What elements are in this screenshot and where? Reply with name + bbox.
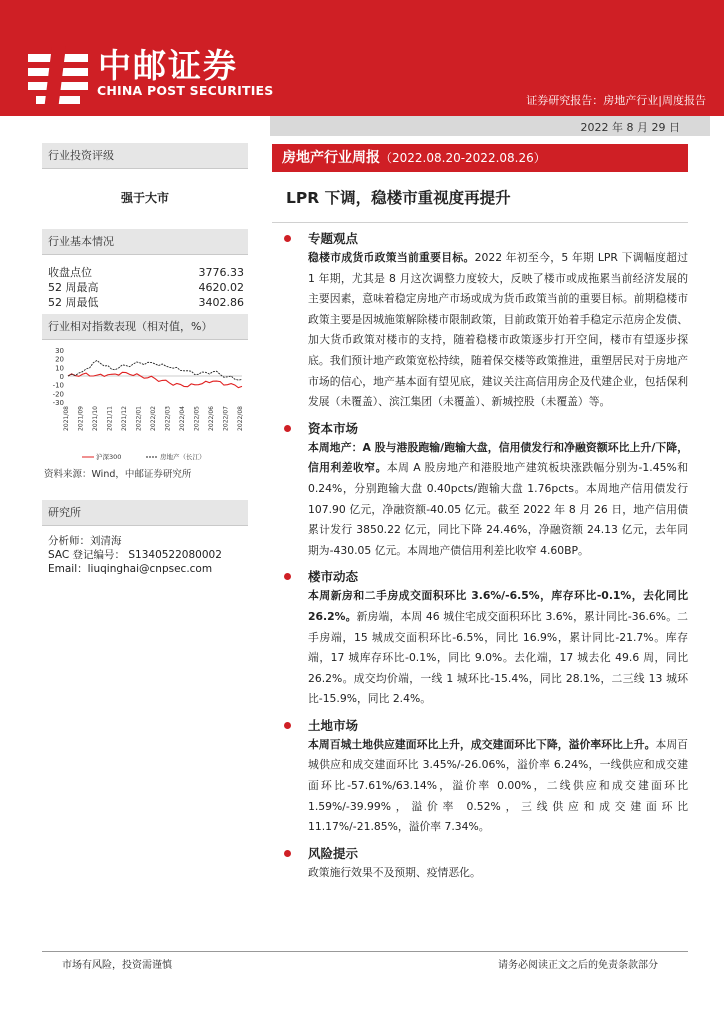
section-text: 2022 年初至今，5 年期 LPR 下调幅度超过 1 年期，尤其是 8 月这次调整力度较大，反映了楼市或成拖累当前经济发展的主要因素，意味着稳定房地产市场或成为货币政策当前的重要目标。前期稳楼市政策主要是因城施策解除楼市限制政策，目前政策开始着手稳定示范房企发债、加大货币政策对楼市的支持，随着稳楼市政策逐步打开空间，楼市有望逐步探底。我们预计地产政策宽松持续，随着保交楼等政策推进，重塑居民对于房地产市场的信心，地产基本面有望见底，建议关注高信用房企及代建企业，包括保利发展（未覆盖）、滨江集团（未覆盖）、新城控股（未覆盖）等。 [308, 251, 688, 409]
y-tick-label: 30 [55, 347, 64, 355]
report-series-title [272, 144, 688, 172]
y-tick-label: -20 [52, 390, 64, 399]
series-date-range: （2022.08.20-2022.08.26） [380, 151, 546, 165]
section-title [272, 567, 688, 586]
bullet-icon [284, 573, 291, 580]
analyst-name: 分析师：刘清海 [48, 535, 122, 547]
left-sidebar [42, 143, 248, 576]
stat-value: 4620.02 [198, 281, 244, 294]
stat-row [42, 295, 248, 310]
stat-label: 52 周最高 [48, 281, 99, 294]
stat-value: 3776.33 [198, 266, 244, 279]
section-property-market [272, 567, 688, 710]
x-tick-label: 2022/07 [222, 406, 230, 431]
x-tick-label: 2021/09 [77, 406, 85, 431]
stat-row [42, 265, 248, 280]
section-title-text: 楼市动态 [308, 569, 359, 585]
x-tick-label: 2022/05 [193, 406, 201, 431]
footer-divider [42, 951, 688, 952]
logo [0, 0, 290, 116]
section-body [272, 586, 688, 710]
divider [272, 222, 688, 223]
section-lead: 本周新房和二手房成交面积环比 3.6%/-6.5%，库存环比-0.1%，去化同比 26.2%。 [308, 589, 688, 623]
bullet-icon [284, 425, 291, 432]
stat-label: 收盘点位 [48, 266, 92, 279]
chart-source: 资料来源：Wind，中邮证券研究所 [44, 469, 192, 480]
section-lead: 本周百城土地供应建面环比上升，成交建面环比下降，溢价率环比上升。 [308, 737, 656, 751]
footer-risk-note: 市场有风险，投资需谨慎 [62, 960, 172, 971]
section-land-market [272, 716, 688, 838]
stat-value: 3402.86 [198, 296, 244, 309]
main-title: LPR 下调，稳楼市重视度再提升 [286, 189, 511, 207]
series-name: 房地产行业周报 [282, 150, 380, 166]
header-band [0, 0, 724, 116]
date-strip [270, 116, 710, 136]
section-text: 新房端，本周 46 城住宅成交面积环比 3.6%，累计同比-36.6%。二手房端，15 城成交面积环比-6.5%，同比 16.9%，累计同比-21.7%。库存端，17 城库存环比-0.1%，同比 9.0%。去化端，17 城去化 49.6 周，同比 26.2%。成交均价端，一线 1 城环比-15.4%，同比 28.1%，二三线 13 城环比-15.9%，同比 2.4%。 [308, 609, 688, 706]
x-tick-label: 2022/01 [135, 406, 143, 431]
y-tick-label: -30 [52, 399, 64, 407]
stat-table [42, 265, 248, 310]
x-tick-label: 2022/06 [208, 406, 215, 431]
y-tick-label: -10 [52, 381, 64, 390]
y-tick-label: 0 [59, 373, 64, 381]
report-path: 证券研究报告：房地产行业|周度报告 [526, 94, 706, 107]
analyst-email[interactable]: Email：liuqinghai@cnpsec.com [48, 563, 213, 575]
legend-label: 沪深300 [96, 453, 122, 461]
x-tick-label: 2022/03 [164, 406, 172, 431]
section-body [272, 735, 688, 838]
section-topic [272, 229, 688, 413]
x-tick-label: 2021/11 [106, 406, 114, 431]
section-lead: 本周地产：A 股与港股跑输/跑输大盘，信用债发行和净融资额环比上升/下降，信用利差收窄。 [308, 440, 688, 475]
x-tick-label: 2021/08 [63, 406, 70, 431]
section-body [272, 438, 688, 562]
y-tick-label: 20 [55, 355, 64, 364]
x-tick-label: 2021/10 [92, 406, 99, 431]
section-title [272, 844, 688, 863]
research-heading: 研究所 [42, 500, 248, 526]
series-line [68, 372, 242, 387]
chart-svg [42, 344, 248, 464]
section-title [272, 716, 688, 735]
section-title [272, 229, 688, 248]
section-title-text: 土地市场 [308, 717, 359, 733]
rating-value: 强于大市 [120, 191, 169, 205]
section-text: 本周 A 股房地产和港股地产建筑板块涨跌幅分别为-1.45%和 0.24%，分别跑输大盘 0.40pcts/跑输大盘 1.76pcts。本周地产信用债发行 107.90 亿元，净融资额-40.05 亿元。截至 2022 年 8 月 26 日，地产信用债累计发行 3850.22 亿元，同比下降 24.46%，净融资额 24.13 亿元，去年同期为-430.05 亿元。本周地产债信用利差比收窄 4.60BP。 [308, 461, 688, 557]
section-title-text: 资本市场 [308, 420, 359, 436]
rating-heading: 行业投资评级 [42, 143, 248, 169]
section-capital-market [272, 419, 688, 562]
legend-label: 房地产（长江） [160, 453, 206, 461]
section-lead: 稳楼市成货币政策当前重要目标。 [308, 251, 475, 264]
section-title-text: 风险提示 [308, 845, 359, 861]
relative-index-chart [42, 344, 248, 464]
section-title [272, 419, 688, 438]
sac-number: SAC 登记编号： S1340522080002 [48, 549, 222, 561]
report-date: 2022 年 8 月 29 日 [580, 121, 680, 134]
company-name-cn: 中邮证券 [98, 46, 238, 85]
bullet-icon [284, 235, 291, 242]
x-tick-label: 2021/12 [121, 406, 128, 431]
bullet-icon [284, 850, 291, 857]
x-tick-label: 2022/02 [150, 406, 157, 431]
x-tick-label: 2022/08 [237, 406, 244, 431]
section-body [272, 863, 688, 884]
y-tick-label: 10 [55, 364, 64, 373]
stat-row [42, 280, 248, 295]
company-name-en: CHINA POST SECURITIES [97, 83, 274, 98]
section-body [272, 248, 688, 413]
section-risk [272, 844, 688, 884]
footer-disclaimer-note: 请务必阅读正文之后的免责条款部分 [498, 960, 658, 971]
basic-info-heading: 行业基本情况 [42, 229, 248, 255]
section-title-text: 专题观点 [308, 231, 359, 246]
section-text: 政策施行效果不及预期、疫情恶化。 [308, 865, 481, 879]
stat-label: 52 周最低 [48, 296, 99, 309]
chart-heading: 行业相对指数表现（相对值，%） [42, 314, 248, 340]
x-tick-label: 2022/04 [179, 406, 186, 431]
section-text: 本周百城供应和成交建面环比 3.45%/-26.06%，溢价率 6.24%，一线供应和成交建面环比-57.61%/63.14%，溢价率 0.00%，二线供应和成交建面环比 1.59%/-39.99%，溢价率 0.52%，三线供应和成交建面环比 11.17%/-21.85%，溢价率 7.34%。 [308, 737, 688, 834]
china-post-logo-icon [22, 46, 94, 110]
main-content [272, 144, 688, 883]
bullet-icon [284, 722, 291, 729]
series-line [68, 360, 242, 380]
